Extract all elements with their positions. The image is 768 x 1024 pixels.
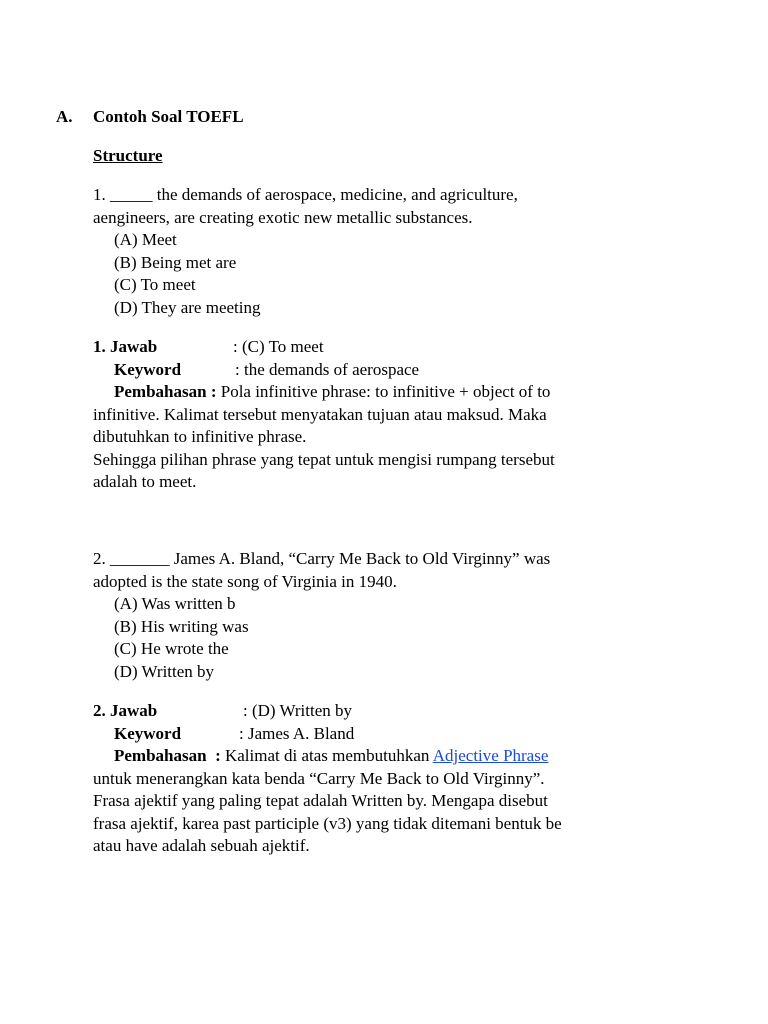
keyword-label: Keyword	[114, 723, 182, 743]
heading-title: Contoh Soal TOEFL	[93, 107, 244, 126]
pembahasan-label: Pembahasan :	[114, 382, 217, 401]
section-subtitle: Structure	[93, 146, 163, 165]
jawab-value: : (C) To meet	[233, 337, 324, 356]
question-1-option-c: (C) To meet	[114, 275, 196, 294]
question-1-line-1: 1. _____ the demands of aerospace, medicine, and agriculture,	[93, 185, 518, 204]
answer-2-jawab	[93, 700, 693, 723]
answer-1-line: Sehingga pilihan phrase yang tepat untuk mengisi rumpang tersebut	[93, 449, 555, 469]
answer-1-jawab	[93, 336, 693, 359]
question-1-option-b: (B) Being met are	[114, 252, 237, 272]
question-2	[93, 548, 693, 683]
pembahasan-text: Pola infinitive phrase: to infinitive + object of to	[216, 382, 551, 401]
question-2-option-b: (B) His writing was	[114, 616, 249, 636]
answer-1	[93, 336, 693, 494]
jawab-label: 1. Jawab	[93, 337, 158, 356]
adjective-phrase-link[interactable]: Adjective Phrase	[432, 746, 549, 765]
answer-2-line: Frasa ajektif yang paling tepat adalah Written by. Mengapa disebut	[93, 791, 548, 810]
answer-1-line: infinitive. Kalimat tersebut menyatakan tujuan atau maksud. Maka	[93, 404, 547, 424]
answer-2	[93, 700, 693, 858]
jawab-value: : (D) Written by	[243, 701, 353, 720]
pembahasan-label: Pembahasan :	[114, 746, 221, 765]
keyword-label: Keyword	[114, 359, 182, 379]
question-2-line-2: adopted is the state song of Virginia in 1940.	[93, 571, 397, 591]
question-2-option-a: (A) Was written b	[114, 594, 236, 613]
question-2-option-c: (C) He wrote the	[114, 639, 229, 658]
answer-1-line: adalah to meet.	[93, 472, 197, 491]
question-2-line-1: 2. _______ James A. Bland, “Carry Me Back to Old Virginny” was	[93, 549, 551, 568]
question-1-option-d: (D) They are meeting	[114, 297, 261, 317]
question-2-option-d: (D) Written by	[114, 661, 215, 681]
answer-2-line: frasa ajektif, karea past participle (v3) yang tidak ditemani bentuk be	[93, 813, 562, 833]
keyword-value: : the demands of aerospace	[235, 359, 420, 379]
question-1-option-a: (A) Meet	[114, 230, 177, 249]
question-1	[93, 184, 693, 319]
answer-2-keyword	[93, 723, 693, 746]
answer-2-pembahasan	[93, 745, 693, 768]
answer-2-line: untuk menerangkan kata benda “Carry Me Back to Old Virginny”.	[93, 768, 545, 788]
jawab-label: 2. Jawab	[93, 701, 158, 720]
section-heading	[56, 106, 656, 129]
heading-letter: A.	[56, 107, 73, 126]
question-1-line-2: aengineers, are creating exotic new metallic substances.	[93, 207, 473, 227]
pembahasan-text: Kalimat di atas membutuhkan	[220, 746, 433, 765]
answer-1-pembahasan	[93, 381, 693, 404]
answer-1-line: dibutuhkan to infinitive phrase.	[93, 427, 307, 446]
answer-2-line: atau have adalah sebuah ajektif.	[93, 836, 310, 855]
answer-1-keyword	[93, 359, 693, 382]
keyword-value: : James A. Bland	[239, 723, 355, 743]
